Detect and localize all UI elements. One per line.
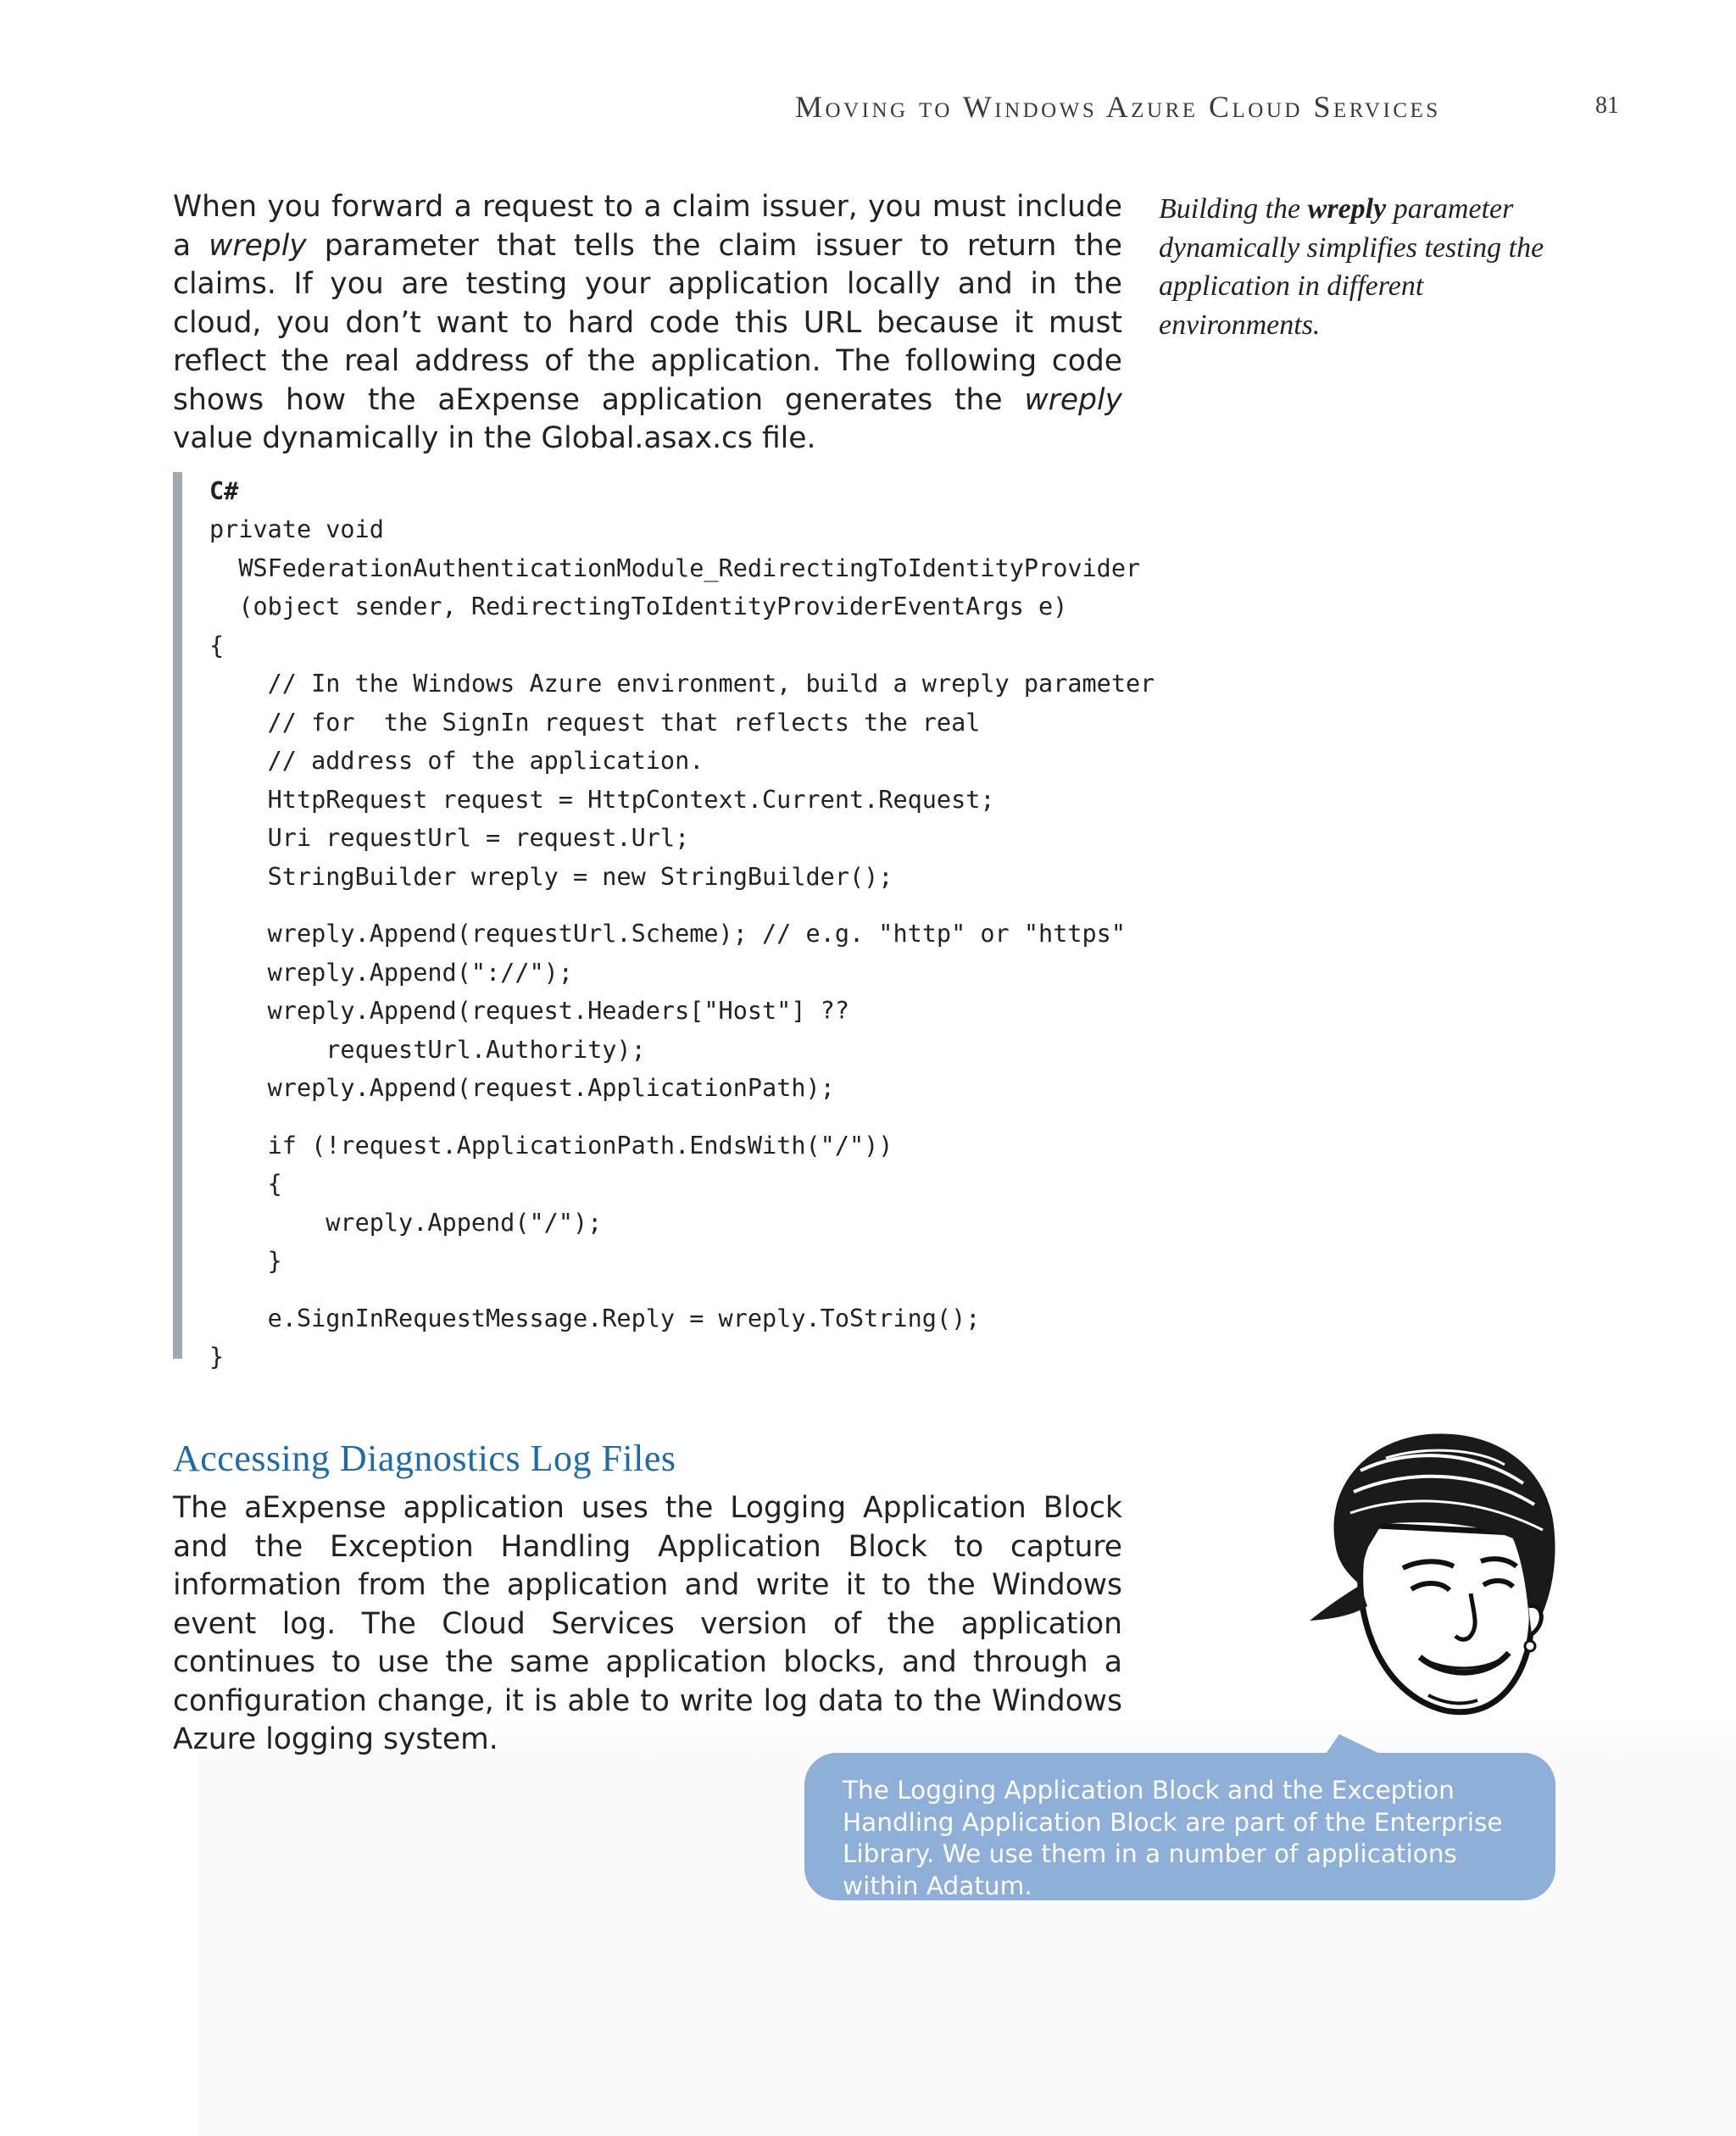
intro-text-3: value dynamically in the Global.asax.cs file. bbox=[173, 421, 816, 455]
margin-note-text-1: Building the bbox=[1159, 193, 1308, 225]
code-language-label: C# bbox=[209, 477, 239, 505]
code-rule bbox=[173, 472, 182, 1359]
code-line: } bbox=[209, 1343, 225, 1371]
intro-emphasis-1: wreply bbox=[209, 228, 307, 263]
code-line: wreply.Append(requestUrl.Scheme); // e.g. "http" or "https" bbox=[209, 920, 1126, 948]
code-line: private void bbox=[209, 515, 384, 543]
code-line: // In the Windows Azure environment, build a wreply parameter bbox=[209, 670, 1155, 698]
intro-paragraph bbox=[173, 188, 1122, 459]
code-line: StringBuilder wreply = new StringBuilder(); bbox=[209, 862, 893, 891]
code-line: if (!request.ApplicationPath.EndsWith("/")) bbox=[209, 1131, 893, 1160]
code-line: WSFederationAuthenticationModule_RedirectingToIdentityProvider bbox=[209, 553, 1141, 582]
code-line: wreply.Append(request.ApplicationPath); bbox=[209, 1074, 835, 1102]
code-line: // address of the application. bbox=[209, 747, 704, 775]
margin-note-text-2: parameter dynamically simplifies testing the application in different environments. bbox=[1159, 193, 1544, 341]
callout-text: The Logging Application Block and the Exception Handling Application Block are part of the Enterprise Library. We use them in a number of applications within Adatum. bbox=[843, 1776, 1503, 1900]
code-line: (object sender, RedirectingToIdentityProviderEventArgs e) bbox=[209, 592, 1068, 620]
code-line: requestUrl.Authority); bbox=[209, 1035, 646, 1064]
character-portrait-icon bbox=[1301, 1424, 1564, 1729]
code-line: wreply.Append(request.Headers["Host"] ?? bbox=[209, 997, 849, 1025]
code-line: wreply.Append("://"); bbox=[209, 958, 573, 987]
margin-note bbox=[1159, 190, 1557, 344]
page-number: 81 bbox=[1595, 92, 1619, 119]
section-paragraph: The aExpense application uses the Logging Application Block and the Exception Handling Application Block to capture information from the application and write it to the Windows event log. The Cloud Services version of the application continues to use the same application blocks, and through a configuration change, it is able to write log data to the Windows Azure logging system. bbox=[173, 1491, 1122, 1756]
code-lines bbox=[209, 510, 1155, 1377]
code-line: } bbox=[209, 1247, 282, 1275]
intro-emphasis-2: wreply bbox=[1024, 382, 1122, 417]
code-listing bbox=[173, 472, 1155, 1371]
intro-text-2: parameter that tells the claim issuer to return the claims. If you are testing your application locally and in the cloud, you don’t want to hard code this URL because it must reflect the real address of the application. The following code shows how the aExpense application generates the bbox=[173, 228, 1123, 417]
code-line: { bbox=[209, 1170, 282, 1198]
code-line: { bbox=[209, 631, 225, 659]
intro-text-1: When you forward a request to a claim issuer, you must include a bbox=[173, 190, 1122, 263]
running-head: Moving to Windows Azure Cloud Services bbox=[795, 90, 1441, 124]
speech-callout bbox=[804, 1753, 1555, 1900]
code-line: e.SignInRequestMessage.Reply = wreply.ToString(); bbox=[209, 1304, 981, 1332]
section-heading: Accessing Diagnostics Log Files bbox=[173, 1438, 676, 1479]
code-line: Uri requestUrl = request.Url; bbox=[209, 824, 690, 852]
code-line: wreply.Append("/"); bbox=[209, 1208, 603, 1237]
margin-note-strong: wreply bbox=[1307, 193, 1387, 225]
code-line: HttpRequest request = HttpContext.Current.Request; bbox=[209, 785, 995, 814]
code-line: // for the SignIn request that reflects the real bbox=[209, 708, 981, 737]
